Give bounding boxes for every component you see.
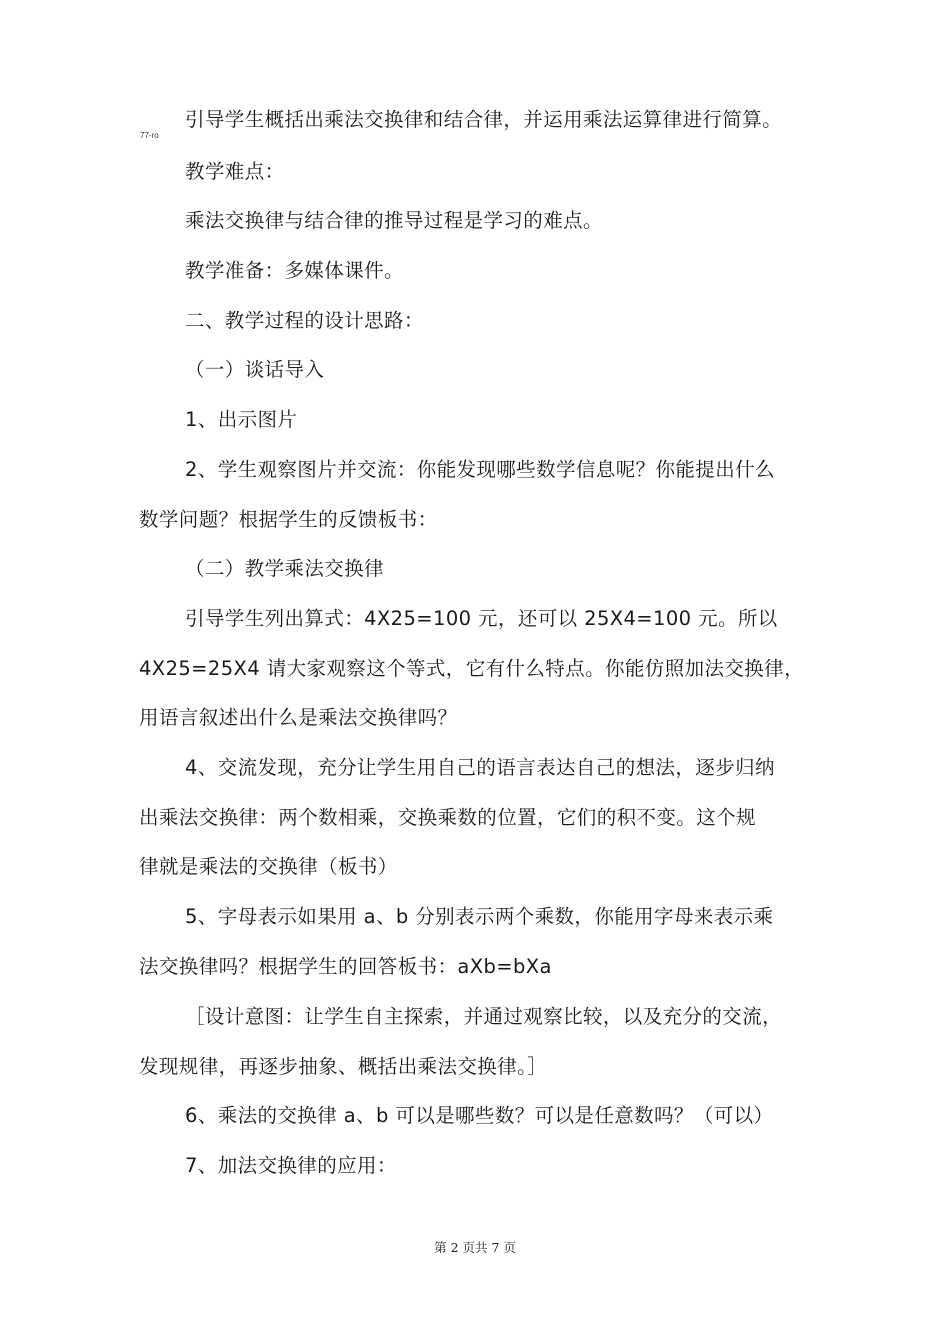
text-line: 教学准备：多媒体课件。: [185, 259, 404, 282]
paragraph-step-1: [139, 395, 839, 445]
text-line: 法交换律吗？根据学生的回答板书：aXb=bXa: [139, 954, 552, 978]
paragraph-step-7: [139, 1141, 839, 1191]
paragraph-design-intent: [139, 992, 839, 1091]
text-line: 4X25=25X4 请大家观察这个等式，它有什么特点。你能仿照加法交换律，: [139, 656, 804, 680]
text-line: （二）教学乘法交换律: [185, 557, 385, 580]
text-line: 引导学生概括出乘法交换律和结合律，并运用乘法运算律进行简算。: [185, 108, 783, 131]
text-line: 用语言叙述出什么是乘法交换律吗？: [139, 706, 458, 729]
paragraph-difficulty: [139, 196, 839, 246]
text-line: 5、字母表示如果用 a、b 分别表示两个乘数，你能用字母来表示乘: [185, 905, 774, 928]
page-footer: 第 2 页共 7 页: [434, 1240, 516, 1255]
text-line: 数学问题？根据学生的反馈板书：: [139, 507, 438, 531]
text-line: 引导学生列出算式：4X25=100 元，还可以 25X4=100 元。所以: [185, 607, 778, 630]
subsection-heading-2: [139, 544, 839, 594]
text-line: （一）谈话导入: [185, 358, 325, 381]
paragraph-step-2: [139, 445, 839, 544]
text-line: 教学难点：: [185, 160, 285, 183]
text-line: 4、交流发现，充分让学生用自己的语言表达自己的想法，逐步归纳: [185, 756, 775, 779]
text-line: 2、学生观察图片并交流：你能发现哪些数学信息呢？你能提出什么: [185, 458, 775, 481]
text-line: 发现规律，再逐步抽象、概括出乘法交换律。］: [139, 1054, 548, 1078]
text-line: 7、加法交换律的应用：: [185, 1154, 397, 1177]
paragraph-step-6: [139, 1091, 839, 1141]
text-line: 律就是乘法的交换律（板书）: [139, 855, 398, 878]
text-line: 出乘法交换律：两个数相乘，交换乘数的位置，它们的积不变。这个规: [139, 805, 756, 829]
text-line: 乘法交换律与结合律的推导过程是学习的难点。: [185, 209, 603, 232]
text-line: 1、出示图片: [185, 408, 298, 431]
margin-note: 77-ro: [140, 131, 159, 140]
text-line: 6、乘法的交换律 a、b 可以是哪些数？可以是任意数吗？（可以）: [185, 1104, 774, 1127]
paragraph-objective: [139, 95, 839, 145]
subsection-heading-1: [139, 345, 839, 395]
paragraph-step-4: [139, 743, 839, 892]
paragraph-step-5: [139, 892, 839, 991]
section-heading-2: [139, 296, 839, 346]
paragraph-preparation: [139, 246, 839, 296]
paragraph-step-3: [139, 594, 839, 743]
text-line: 二、教学过程的设计思路：: [185, 309, 424, 332]
text-line: ［设计意图：让学生自主探索，并通过观察比较，以及充分的交流，: [185, 1005, 783, 1028]
paragraph-difficulty-heading: [139, 147, 839, 197]
